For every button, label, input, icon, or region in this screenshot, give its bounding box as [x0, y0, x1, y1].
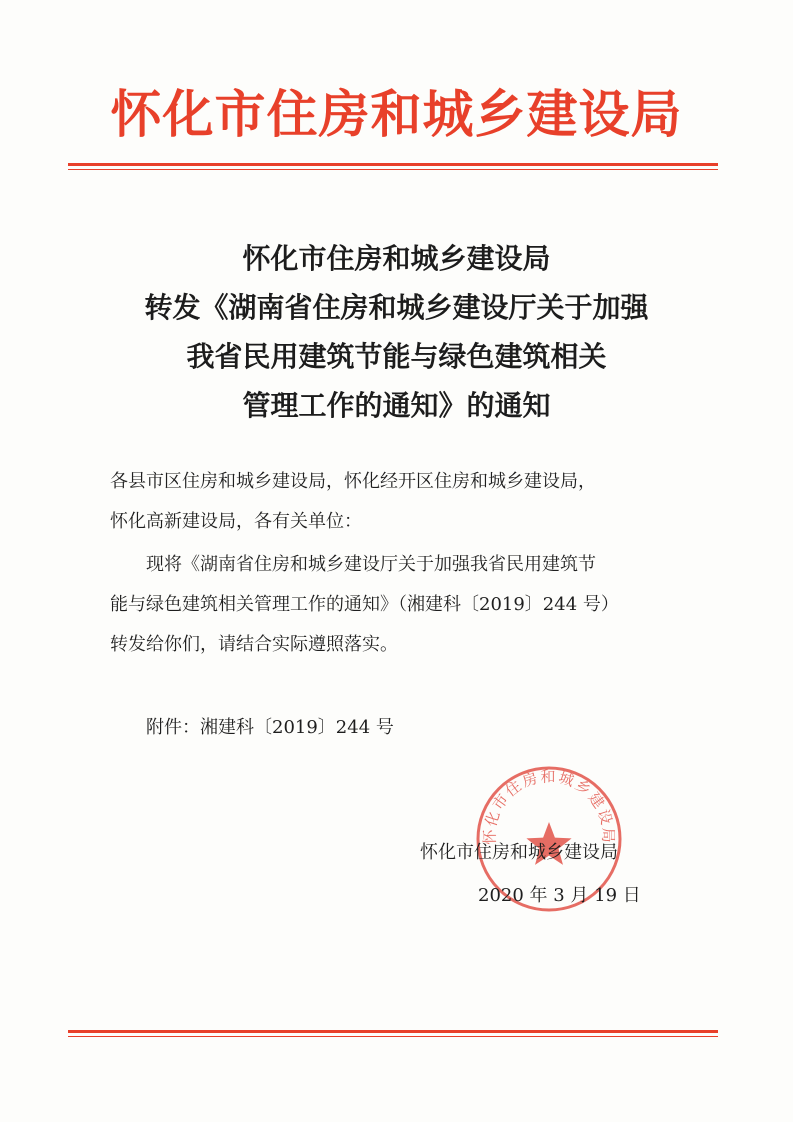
red-rule-thin [68, 1036, 718, 1037]
signature-organization: 怀化市住房和城乡建设局 [420, 842, 618, 863]
body-paragraph [110, 545, 690, 665]
body-line-3: 转发给你们，请结合实际遵照落实。 [110, 634, 398, 655]
title-line-4: 管理工作的通知》的通知 [242, 389, 551, 422]
title-line-1: 怀化市住房和城乡建设局 [242, 242, 551, 275]
title-line-2: 转发《湖南省住房和城乡建设厅关于加强 [144, 291, 649, 324]
red-rule-thin [68, 169, 718, 170]
attachment-note: 附件：湘建科〔2019〕244 号 [146, 717, 394, 738]
salutation [110, 462, 690, 542]
salutation-line-1: 各县市区住房和城乡建设局，怀化经开区住房和城乡建设局， [110, 471, 596, 492]
red-rule-thick [68, 163, 718, 166]
masthead-title: 怀化市住房和城乡建设局 [110, 86, 683, 145]
body-line-1: 现将《湖南省住房和城乡建设厅关于加强我省民用建筑节 [146, 554, 596, 575]
red-rule-thick [68, 1030, 718, 1033]
signature-date: 2020 年 3 月 19 日 [478, 885, 641, 906]
body-line-2: 能与绿色建筑相关管理工作的通知》（湘建科〔2019〕244 号） [110, 594, 619, 615]
document-title [0, 234, 793, 430]
salutation-line-2: 怀化高新建设局，各有关单位： [110, 511, 362, 532]
seal-text: 怀化市住房和城乡建设局 [480, 767, 618, 845]
title-line-3: 我省民用建筑节能与绿色建筑相关 [186, 340, 607, 373]
